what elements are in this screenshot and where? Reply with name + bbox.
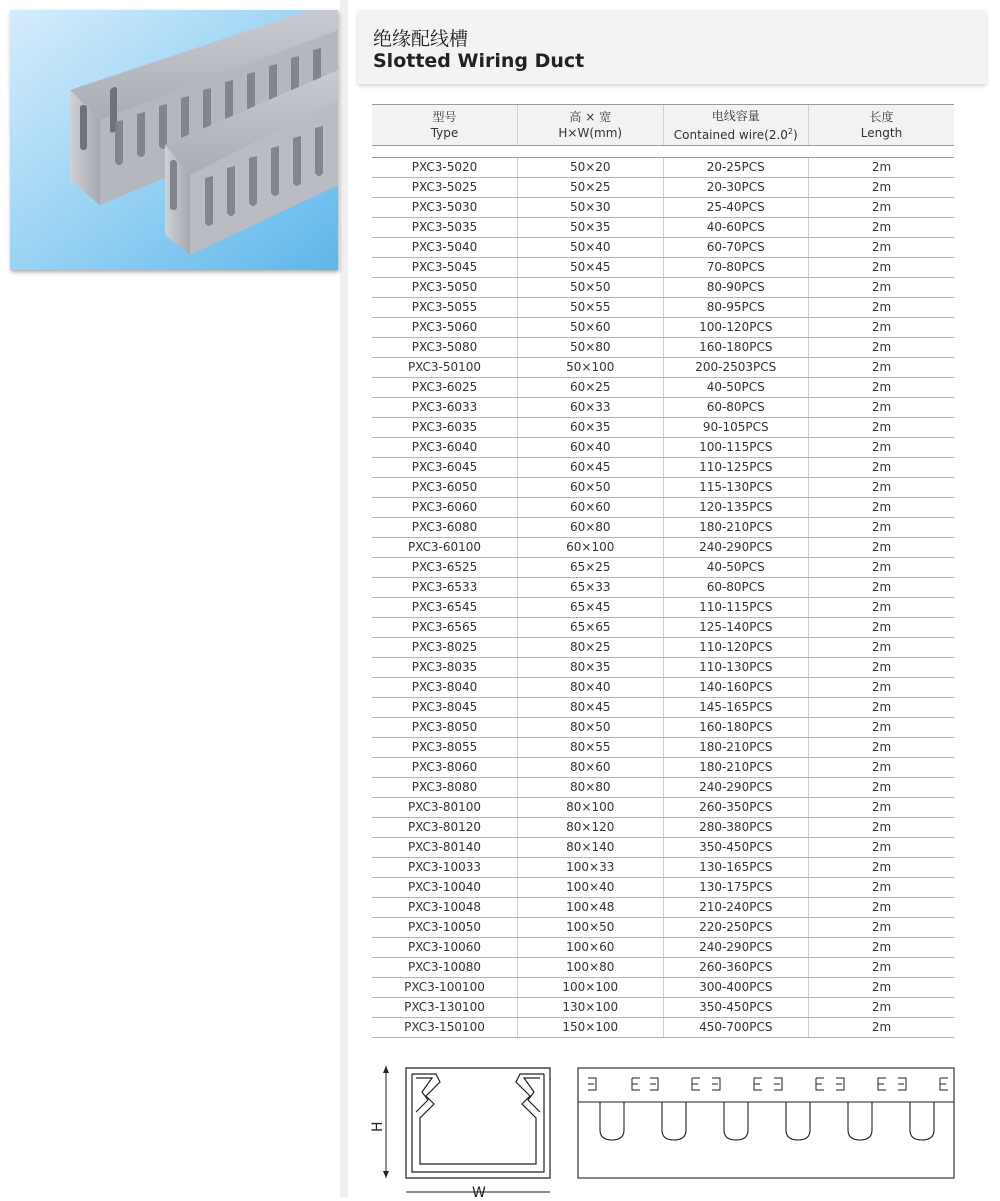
header-length (809, 105, 955, 146)
table-row (372, 838, 954, 858)
table-row (372, 758, 954, 778)
table-row (372, 198, 954, 218)
cell-size: 80×50 (518, 718, 664, 738)
cell-type: PXC3-100100 (372, 978, 518, 998)
cell-type: PXC3-10050 (372, 918, 518, 938)
cell-type: PXC3-8045 (372, 698, 518, 718)
table-row (372, 658, 954, 678)
cell-capacity: 130-165PCS (663, 858, 809, 878)
wiring-duct-illustration (10, 10, 338, 270)
cell-length: 2m (809, 178, 955, 198)
cell-type: PXC3-5030 (372, 198, 518, 218)
cell-size: 65×65 (518, 618, 664, 638)
cell-size: 60×45 (518, 458, 664, 478)
cell-type: PXC3-6060 (372, 498, 518, 518)
cell-length: 2m (809, 398, 955, 418)
cell-length: 2m (809, 838, 955, 858)
table-row (372, 938, 954, 958)
cell-type: PXC3-60100 (372, 538, 518, 558)
cell-length: 2m (809, 898, 955, 918)
table-row (372, 878, 954, 898)
table-row (372, 918, 954, 938)
cell-size: 50×20 (518, 158, 664, 178)
cell-type: PXC3-80140 (372, 838, 518, 858)
cell-length: 2m (809, 558, 955, 578)
cell-length: 2m (809, 278, 955, 298)
cell-capacity: 240-290PCS (663, 938, 809, 958)
cell-length: 2m (809, 538, 955, 558)
cell-type: PXC3-8025 (372, 638, 518, 658)
cell-type: PXC3-5045 (372, 258, 518, 278)
cell-size: 80×120 (518, 818, 664, 838)
cell-length: 2m (809, 418, 955, 438)
cell-capacity: 125-140PCS (663, 618, 809, 638)
table-row (372, 698, 954, 718)
table-row (372, 378, 954, 398)
cell-size: 50×30 (518, 198, 664, 218)
cell-type: PXC3-5035 (372, 218, 518, 238)
table-gap-row (372, 146, 954, 158)
cell-type: PXC3-80100 (372, 798, 518, 818)
cell-type: PXC3-5025 (372, 178, 518, 198)
cell-capacity: 60-80PCS (663, 398, 809, 418)
cell-length: 2m (809, 818, 955, 838)
cell-type: PXC3-6050 (372, 478, 518, 498)
cell-size: 80×140 (518, 838, 664, 858)
cell-size: 65×33 (518, 578, 664, 598)
cell-length: 2m (809, 738, 955, 758)
table-row (372, 958, 954, 978)
cell-type: PXC3-5080 (372, 338, 518, 358)
cell-type: PXC3-6565 (372, 618, 518, 638)
table-row (372, 298, 954, 318)
cell-length: 2m (809, 658, 955, 678)
cell-type: PXC3-8040 (372, 678, 518, 698)
cell-type: PXC3-6025 (372, 378, 518, 398)
cell-capacity: 60-80PCS (663, 578, 809, 598)
table-row (372, 238, 954, 258)
cell-size: 100×40 (518, 878, 664, 898)
cell-capacity: 100-120PCS (663, 318, 809, 338)
cell-length: 2m (809, 858, 955, 878)
cell-size: 80×55 (518, 738, 664, 758)
table-row (372, 478, 954, 498)
cell-length: 2m (809, 678, 955, 698)
cell-capacity: 25-40PCS (663, 198, 809, 218)
cell-capacity: 180-210PCS (663, 518, 809, 538)
cell-capacity: 180-210PCS (663, 758, 809, 778)
cell-length: 2m (809, 338, 955, 358)
title-english: Slotted Wiring Duct (373, 50, 585, 72)
cell-size: 50×100 (518, 358, 664, 378)
table-row (372, 398, 954, 418)
cell-capacity: 20-30PCS (663, 178, 809, 198)
cell-type: PXC3-8080 (372, 778, 518, 798)
table-row (372, 158, 954, 178)
cell-size: 60×80 (518, 518, 664, 538)
cell-size: 80×40 (518, 678, 664, 698)
cell-length: 2m (809, 498, 955, 518)
table-row (372, 418, 954, 438)
cell-length: 2m (809, 598, 955, 618)
cell-capacity: 20-25PCS (663, 158, 809, 178)
cell-capacity: 180-210PCS (663, 738, 809, 758)
cell-type: PXC3-6533 (372, 578, 518, 598)
cell-type: PXC3-10048 (372, 898, 518, 918)
cell-capacity: 40-50PCS (663, 378, 809, 398)
cell-size: 100×50 (518, 918, 664, 938)
table-row (372, 978, 954, 998)
cell-length: 2m (809, 618, 955, 638)
cell-type: PXC3-6525 (372, 558, 518, 578)
cell-type: PXC3-6545 (372, 598, 518, 618)
cell-capacity: 140-160PCS (663, 678, 809, 698)
table-row (372, 618, 954, 638)
cell-size: 130×100 (518, 998, 664, 1018)
cell-size: 50×25 (518, 178, 664, 198)
header-size (518, 105, 664, 146)
duct-profile (406, 1068, 550, 1178)
cell-capacity: 450-700PCS (663, 1018, 809, 1038)
cell-size: 60×100 (518, 538, 664, 558)
cell-type: PXC3-5050 (372, 278, 518, 298)
cell-size: 150×100 (518, 1018, 664, 1038)
cell-size: 65×45 (518, 598, 664, 618)
table-row (372, 538, 954, 558)
cell-length: 2m (809, 998, 955, 1018)
cell-type: PXC3-5040 (372, 238, 518, 258)
cell-capacity: 40-60PCS (663, 218, 809, 238)
header-capacity-sup: 2 (787, 126, 793, 136)
table-row (372, 1018, 954, 1038)
cell-length: 2m (809, 358, 955, 378)
cell-capacity: 240-290PCS (663, 538, 809, 558)
cell-capacity: 130-175PCS (663, 878, 809, 898)
cell-size: 50×55 (518, 298, 664, 318)
table-row (372, 858, 954, 878)
cell-capacity: 60-70PCS (663, 238, 809, 258)
header-capacity-cn: 电线容量 (711, 108, 760, 123)
cell-type: PXC3-10040 (372, 878, 518, 898)
cell-capacity: 260-350PCS (663, 798, 809, 818)
cell-length: 2m (809, 1018, 955, 1038)
cell-size: 100×48 (518, 898, 664, 918)
cell-type: PXC3-6045 (372, 458, 518, 478)
cell-type: PXC3-50100 (372, 358, 518, 378)
table-row (372, 558, 954, 578)
cell-size: 50×40 (518, 238, 664, 258)
cell-capacity: 110-120PCS (663, 638, 809, 658)
cell-length: 2m (809, 878, 955, 898)
cell-type: PXC3-5055 (372, 298, 518, 318)
cell-capacity: 115-130PCS (663, 478, 809, 498)
cross-section-drawing (370, 1060, 956, 1201)
table-row (372, 278, 954, 298)
table-row (372, 778, 954, 798)
cell-size: 50×35 (518, 218, 664, 238)
cell-capacity: 160-180PCS (663, 718, 809, 738)
height-label: H (370, 1121, 386, 1132)
table-header-row (372, 105, 954, 146)
table-row (372, 638, 954, 658)
cell-capacity: 160-180PCS (663, 338, 809, 358)
cell-length: 2m (809, 458, 955, 478)
table-row (372, 798, 954, 818)
cell-type: PXC3-5060 (372, 318, 518, 338)
cell-size: 60×60 (518, 498, 664, 518)
cell-type: PXC3-8050 (372, 718, 518, 738)
cell-size: 50×45 (518, 258, 664, 278)
cell-type: PXC3-8035 (372, 658, 518, 678)
cell-type: PXC3-130100 (372, 998, 518, 1018)
cell-size: 65×25 (518, 558, 664, 578)
cell-capacity: 110-115PCS (663, 598, 809, 618)
title-chinese: 绝缘配线槽 (373, 28, 469, 50)
cell-type: PXC3-80120 (372, 818, 518, 838)
table-row (372, 338, 954, 358)
cell-type: PXC3-6033 (372, 398, 518, 418)
cell-type: PXC3-5020 (372, 158, 518, 178)
cell-capacity: 300-400PCS (663, 978, 809, 998)
table-row (372, 498, 954, 518)
cell-type: PXC3-6040 (372, 438, 518, 458)
cell-length: 2m (809, 198, 955, 218)
header-length-cn: 长度 (869, 110, 894, 124)
cell-type: PXC3-10060 (372, 938, 518, 958)
header-capacity-en (664, 124, 809, 143)
cell-size: 80×45 (518, 698, 664, 718)
table-row (372, 818, 954, 838)
table-row (372, 438, 954, 458)
table-row (372, 358, 954, 378)
cell-length: 2m (809, 298, 955, 318)
cell-size: 100×80 (518, 958, 664, 978)
cell-type: PXC3-150100 (372, 1018, 518, 1038)
cell-size: 60×25 (518, 378, 664, 398)
cell-length: 2m (809, 578, 955, 598)
cell-size: 60×40 (518, 438, 664, 458)
cell-size: 100×33 (518, 858, 664, 878)
cell-capacity: 200-2503PCS (663, 358, 809, 378)
cell-size: 100×60 (518, 938, 664, 958)
table-row (372, 598, 954, 618)
table-row (372, 458, 954, 478)
cell-type: PXC3-8055 (372, 738, 518, 758)
cell-length: 2m (809, 518, 955, 538)
cell-capacity: 350-450PCS (663, 998, 809, 1018)
cell-type: PXC3-10080 (372, 958, 518, 978)
cell-length: 2m (809, 978, 955, 998)
cell-size: 50×50 (518, 278, 664, 298)
cell-size: 80×80 (518, 778, 664, 798)
width-label: W (472, 1185, 486, 1201)
header-capacity (663, 105, 809, 146)
cell-length: 2m (809, 438, 955, 458)
table-row (372, 898, 954, 918)
cell-capacity: 240-290PCS (663, 778, 809, 798)
cell-length: 2m (809, 218, 955, 238)
header-type (372, 105, 518, 146)
cell-capacity: 260-360PCS (663, 958, 809, 978)
cell-length: 2m (809, 378, 955, 398)
cell-capacity: 120-135PCS (663, 498, 809, 518)
cell-size: 80×60 (518, 758, 664, 778)
cell-capacity: 350-450PCS (663, 838, 809, 858)
header-type-cn: 型号 (432, 110, 457, 124)
header-length-en: Length (860, 126, 903, 140)
cell-length: 2m (809, 238, 955, 258)
cell-capacity: 110-125PCS (663, 458, 809, 478)
cell-size: 80×100 (518, 798, 664, 818)
table-row (372, 518, 954, 538)
cell-type: PXC3-10033 (372, 858, 518, 878)
cell-capacity: 145-165PCS (663, 698, 809, 718)
cell-size: 80×25 (518, 638, 664, 658)
technical-drawings (370, 1060, 956, 1201)
table-row (372, 218, 954, 238)
header-size-en: H×W(mm) (558, 126, 623, 140)
table-row (372, 678, 954, 698)
header-capacity-en-text: Contained wire(2.0 (673, 127, 788, 142)
cell-type: PXC3-6080 (372, 518, 518, 538)
cell-size: 50×80 (518, 338, 664, 358)
cell-capacity: 100-115PCS (663, 438, 809, 458)
cell-length: 2m (809, 718, 955, 738)
table-row (372, 738, 954, 758)
cell-length: 2m (809, 698, 955, 718)
table-body (372, 146, 954, 1038)
header-size-cn: 高 × 宽 (569, 110, 612, 124)
table-row (372, 258, 954, 278)
cell-length: 2m (809, 918, 955, 938)
cell-size: 60×50 (518, 478, 664, 498)
cell-size: 60×33 (518, 398, 664, 418)
slot-teeth (588, 1078, 948, 1090)
cell-length: 2m (809, 318, 955, 338)
cell-capacity: 70-80PCS (663, 258, 809, 278)
title-box (358, 10, 986, 84)
cell-size: 80×35 (518, 658, 664, 678)
product-photo (10, 10, 338, 270)
cell-length: 2m (809, 478, 955, 498)
cell-capacity: 40-50PCS (663, 558, 809, 578)
cell-type: PXC3-6035 (372, 418, 518, 438)
cell-capacity: 90-105PCS (663, 418, 809, 438)
cell-length: 2m (809, 758, 955, 778)
header-capacity-tail: ) (793, 127, 798, 142)
cell-length: 2m (809, 258, 955, 278)
cell-type: PXC3-8060 (372, 758, 518, 778)
cell-size: 60×35 (518, 418, 664, 438)
cell-capacity: 80-95PCS (663, 298, 809, 318)
cell-length: 2m (809, 798, 955, 818)
table-row (372, 318, 954, 338)
cell-capacity: 280-380PCS (663, 818, 809, 838)
table-row (372, 578, 954, 598)
spec-table (372, 104, 954, 1038)
cell-length: 2m (809, 638, 955, 658)
cell-capacity: 80-90PCS (663, 278, 809, 298)
cell-length: 2m (809, 958, 955, 978)
table-row (372, 178, 954, 198)
cell-length: 2m (809, 158, 955, 178)
header-type-en: Type (430, 126, 459, 140)
table-row (372, 998, 954, 1018)
cell-length: 2m (809, 778, 955, 798)
cell-capacity: 110-130PCS (663, 658, 809, 678)
cell-size: 50×60 (518, 318, 664, 338)
page-divider (340, 0, 348, 1197)
table-row (372, 718, 954, 738)
cell-size: 100×100 (518, 978, 664, 998)
cell-capacity: 220-250PCS (663, 918, 809, 938)
cell-length: 2m (809, 938, 955, 958)
cell-capacity: 210-240PCS (663, 898, 809, 918)
